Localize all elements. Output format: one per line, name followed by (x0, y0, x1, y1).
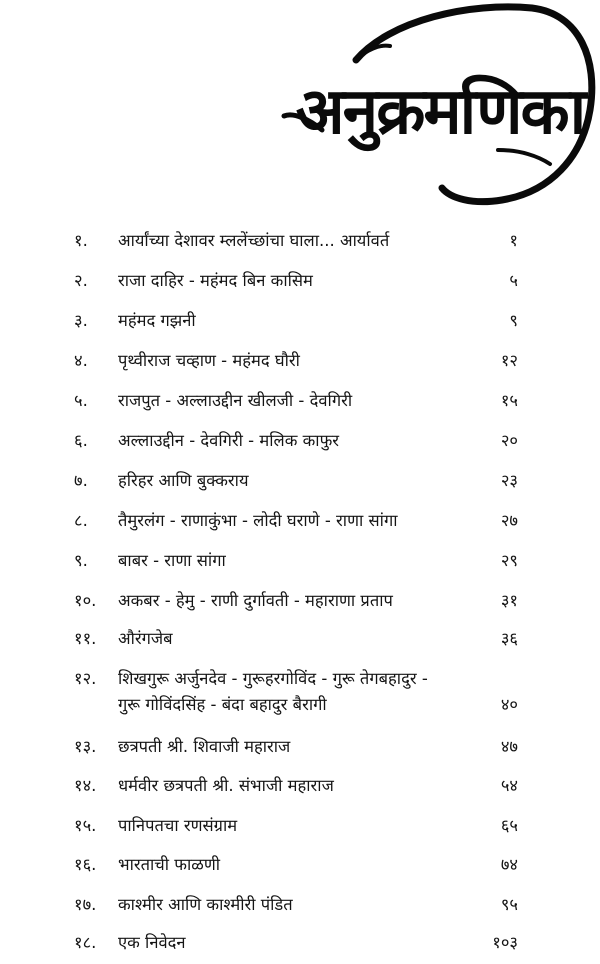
toc-entry-number: ६. (74, 431, 88, 450)
toc-entry-title: अकबर - हेमु - राणी दुर्गावती - महाराणा प्रताप (118, 591, 393, 610)
toc-entry-page: ६५ (500, 816, 518, 835)
toc-entry-page: १०३ (492, 933, 518, 952)
toc-entry-page: २७ (500, 511, 518, 530)
toc-entry-page: ३६ (500, 629, 518, 648)
toc-entry-number: १४. (74, 776, 97, 795)
toc-entry-number: ११. (74, 629, 97, 648)
toc-entry-page: २३ (500, 471, 518, 490)
toc-entry-title: काश्मीर आणि काश्मीरी पंडित (118, 895, 293, 914)
toc-entry-page: ५४ (500, 776, 518, 795)
toc-entry-title: औरंगजेब (118, 629, 173, 648)
toc-entry-title: भारताची फाळणी (118, 855, 221, 874)
page-title: अनुक्रमणिका (295, 74, 585, 149)
toc-entry-number: १. (74, 231, 88, 250)
toc-entry-title: हरिहर आणि बुक्कराय (118, 471, 249, 490)
toc-entry-number: १६. (74, 855, 97, 874)
toc-entry-page: २० (500, 431, 518, 450)
toc-entry-page: ७४ (500, 855, 518, 874)
toc-entry-page: ९ (509, 311, 518, 330)
toc-entry-number: ८. (74, 511, 88, 530)
toc-entry-number: ९. (74, 551, 88, 570)
toc-entry-number: १३. (74, 737, 97, 756)
toc-entry-number: २. (74, 271, 88, 290)
toc-entry-number: १०. (74, 591, 97, 610)
toc-entry-page: ३१ (500, 591, 518, 610)
toc-entry-title: एक निवेदन (118, 933, 186, 952)
toc-entry-page: ४० (500, 695, 518, 714)
toc-entry-title: महंमद गझनी (118, 311, 196, 330)
toc-entry-number: ७. (74, 471, 88, 490)
toc-entry-page: १ (509, 231, 518, 250)
toc-entry-number: १८. (74, 933, 97, 952)
toc-entry-title: आर्यांच्या देशावर म्ललेंच्छांचा घाला... आर्यावर्त (118, 231, 390, 250)
toc-entry-title-continuation: गुरू गोविंदसिंह - बंदा बहादुर बैरागी (118, 695, 327, 714)
toc-entry-number: १२. (74, 669, 97, 688)
toc-entry-number: १७. (74, 895, 97, 914)
toc-entry-page: ९५ (500, 895, 518, 914)
toc-entry-title: शिखगुरू अर्जुनदेव - गुरूहरगोविंद - गुरू तेगबहादुर - (118, 669, 428, 688)
toc-entry-number: ४. (74, 351, 88, 370)
toc-entry-title: राजपुत - अल्लाउद्दीन खीलजी - देवगिरी (118, 391, 353, 410)
toc-entry-title: राजा दाहिर - महंमद बिन कासिम (118, 271, 313, 290)
toc-entry-page: ४७ (500, 737, 518, 756)
toc-entry-title: पृथ्वीराज चव्हाण - महंमद घौरी (118, 351, 300, 370)
toc-entry-number: ५. (74, 391, 88, 410)
toc-entry-page: ५ (509, 271, 518, 290)
toc-entry-title: पानिपतचा रणसंग्राम (118, 816, 238, 835)
toc-entry-title: धर्मवीर छत्रपती श्री. संभाजी महाराज (118, 776, 334, 795)
toc-entry-page: २९ (500, 551, 518, 570)
toc-entry-number: ३. (74, 311, 88, 330)
toc-entry-title: तैमुरलंग - राणाकुंभा - लोदी घराणे - राणा सांगा (118, 511, 398, 530)
toc-entry-page: १५ (500, 391, 518, 410)
toc-entry-title: अल्लाउद्दीन - देवगिरी - मलिक काफुर (118, 431, 340, 450)
toc-entry-title: छत्रपती श्री. शिवाजी महाराज (118, 737, 291, 756)
toc-entry-number: १५. (74, 816, 97, 835)
toc-entry-page: १२ (500, 351, 518, 370)
toc-entry-title: बाबर - राणा सांगा (118, 551, 226, 570)
